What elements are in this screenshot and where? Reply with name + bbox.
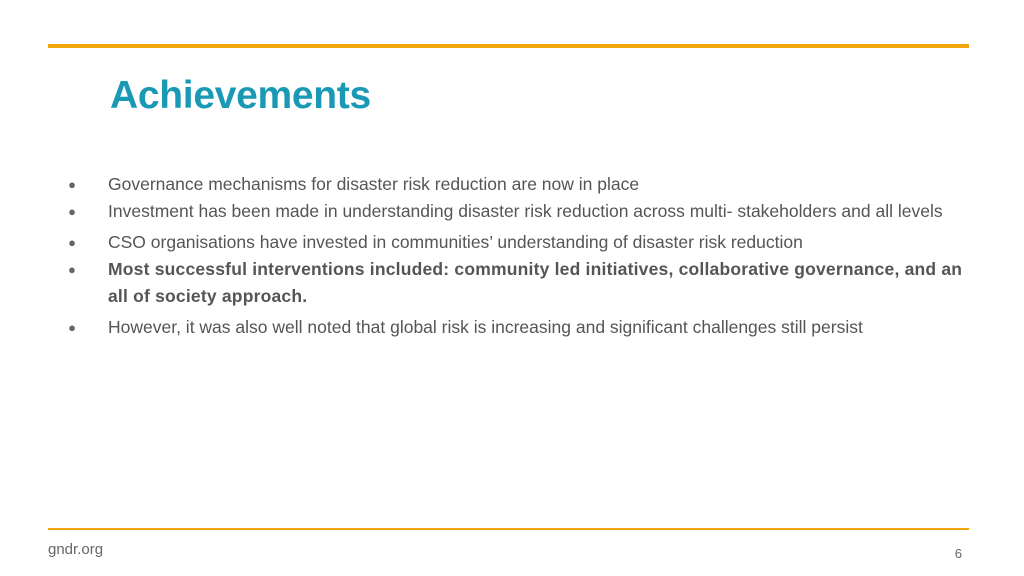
bullet-item	[62, 314, 974, 341]
bullet-text: Governance mechanisms for disaster risk reduction are now in place	[108, 174, 640, 194]
bullet-dot-icon: ●	[67, 262, 77, 277]
bullet-list	[62, 171, 974, 341]
bullet-text: Investment has been made in understanding disaster risk reduction across multi- stakeholders and all levels	[108, 201, 943, 221]
bullet-item	[62, 171, 974, 198]
bullet-dot-icon: ●	[68, 235, 76, 250]
bullet-item	[62, 198, 974, 225]
bullet-item	[62, 229, 974, 256]
bullet-dot-icon: ●	[68, 204, 76, 219]
page-number: 6	[954, 546, 962, 561]
bullet-text: However, it was also well noted that global risk is increasing and significant challenges still persist	[108, 317, 863, 337]
footer-site-url: gndr.org	[48, 541, 104, 558]
top-accent-rule	[48, 44, 969, 48]
bullet-text: Most successful interventions included: community led initiatives, collaborative governance, and an all of society approach.	[108, 259, 963, 306]
bullet-text: CSO organisations have invested in communities’ understanding of disaster risk reduction	[108, 232, 803, 252]
bottom-accent-rule	[48, 528, 969, 530]
bullet-item-highlight	[62, 256, 974, 310]
bullet-dot-icon: ●	[68, 320, 76, 335]
bullet-dot-icon: ●	[68, 177, 76, 192]
slide-title: Achievements	[110, 74, 371, 117]
